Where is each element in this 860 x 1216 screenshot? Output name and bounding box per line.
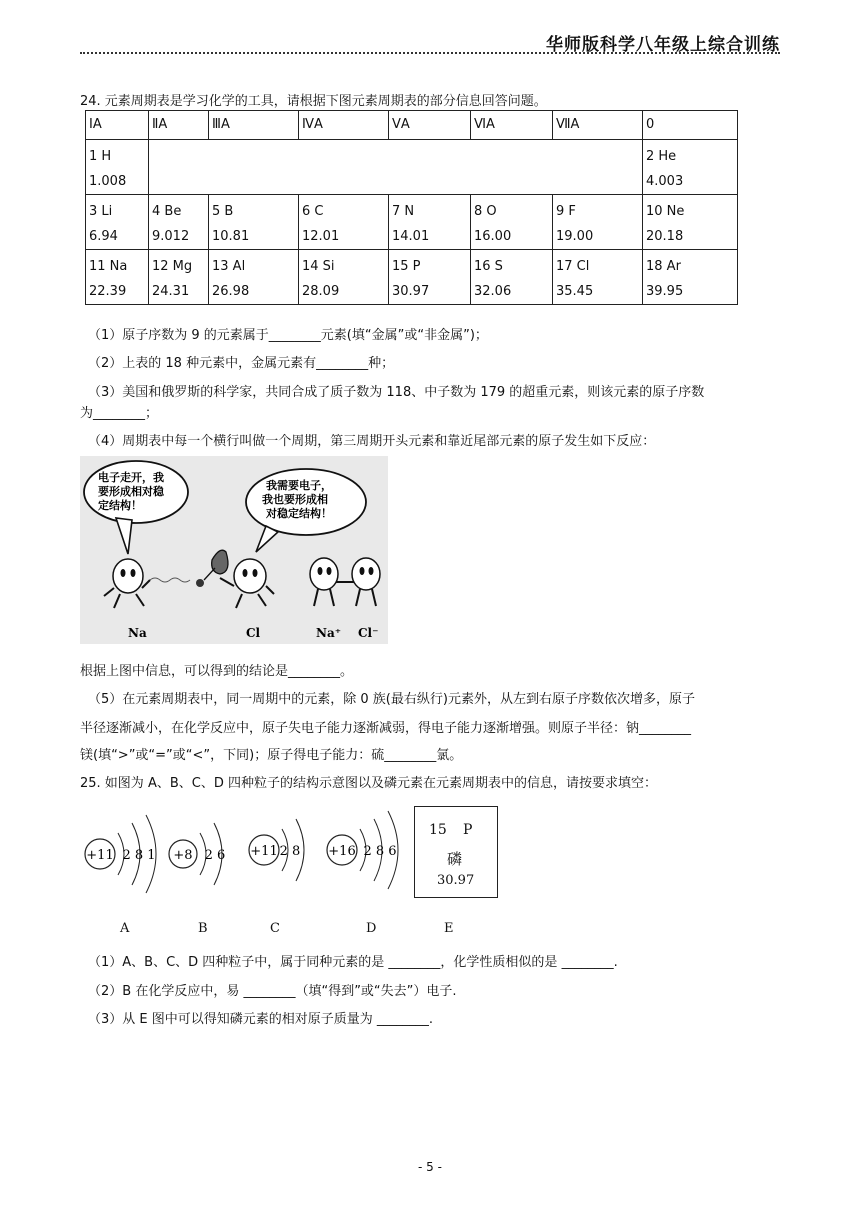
atom-c [249,819,304,881]
element-mass: 26.98 [212,284,250,299]
group-header: ⅢA [209,111,299,140]
element-cell-he [643,140,738,195]
nucleus-d: +16 [328,844,356,859]
element-mass: 9.012 [152,229,190,244]
group-header: ⅦA [553,111,643,140]
element-symbol: 8 O [474,204,497,219]
element-mass: 12.01 [302,229,340,244]
element-symbol: 6 C [302,204,324,219]
element-mass: 1.008 [89,174,127,189]
element-mass: 16.00 [474,229,512,244]
q24-5b: 半径逐渐减小，在化学反应中，原子失电子能力逐渐减弱，得电子能力逐渐增强。则原子半径：钠________ [80,721,692,736]
header-title: 华师版科学八年级上综合训练 [546,35,780,55]
nucleus-b: +8 [173,848,193,863]
bubble2-line: 对稳定结构！ [266,507,332,520]
element-mass: 24.31 [152,284,190,299]
label-e: E [444,921,454,936]
element-symbol: 17 Cl [556,259,590,274]
na-ion-character [310,558,338,606]
element-cell [389,195,471,250]
element-symbol: P [463,822,473,838]
element-symbol: 7 N [392,204,415,219]
atom-d [327,811,398,889]
group-header: ⅡA [149,111,209,140]
electrons-b: 2 6 [204,848,226,863]
element-mass: 19.00 [556,229,594,244]
element-symbol: 4 Be [152,204,182,219]
element-cell [553,195,643,250]
group-header: 0 [643,111,738,140]
periodic-table [85,110,738,305]
element-mass: 4.003 [646,174,684,189]
atomic-number: 15 [429,822,447,838]
na-atom-character [104,559,150,608]
atom-structure-diagrams [80,795,412,945]
empty-span-cell [149,140,643,195]
electrons-c: 2 8 [279,844,301,859]
q24-5c: 镁(填“>”或“=”或“<”，下同)；原子得电子能力：硫________氯。 [80,748,463,763]
group-header: ⅥA [471,111,553,140]
q24-intro: 24. 元素周期表是学习化学的工具，请根据下图元素周期表的部分信息回答问题。 [80,94,547,109]
element-symbol: 14 Si [302,259,335,274]
page-number: - 5 - [418,1160,442,1174]
q25-2: （2）B 在化学反应中，易 ________（填“得到”或“失去”）电子. [88,984,457,999]
phosphorus-element-box [414,806,498,898]
element-symbol: 1 H [89,149,112,164]
element-cell [86,195,149,250]
element-mass: 14.01 [392,229,430,244]
element-cell [643,195,738,250]
element-mass: 35.45 [556,284,594,299]
element-cell [389,250,471,305]
bubble1-line: 要形成相对稳 [98,485,164,498]
label-d: D [366,921,377,936]
element-mass: 22.39 [89,284,127,299]
element-symbol: 3 Li [89,204,113,219]
element-symbol: 10 Ne [646,204,685,219]
element-cell [299,250,389,305]
group-header: ⅤA [389,111,471,140]
label-a: A [120,921,130,936]
element-mass: 32.06 [474,284,512,299]
label-na: Na [128,626,147,640]
element-name: 磷 [447,850,463,868]
q24-3b: 为________； [80,406,159,421]
electrons-a: 2 8 1 [122,848,156,863]
nucleus-a: +11 [86,848,114,863]
element-symbol: 2 He [646,149,677,164]
element-symbol: 12 Mg [152,259,193,274]
label-b: B [198,921,208,936]
element-cell [149,250,209,305]
bubble1-line: 电子走开，我 [98,471,164,484]
element-cell [149,195,209,250]
element-cell [643,250,738,305]
element-symbol: 9 F [556,204,576,219]
label-na-ion: Na⁺ [316,626,342,640]
element-mass: 10.81 [212,229,250,244]
element-symbol: 15 P [392,259,421,274]
q25-1: （1）A、B、C、D 四种粒子中，属于同种元素的是 ________，化学性质相似的是 ________. [88,955,618,970]
element-cell [209,250,299,305]
element-cell-h [86,140,149,195]
bubble2-line: 我也要形成相 [262,493,328,506]
q24-4: （4）周期表中每一个横行叫做一个周期，第三周期开头元素和靠近尾部元素的原子发生如下反应： [88,434,656,449]
q25-intro: 25. 如图为 A、B、C、D 四种粒子的结构示意图以及磷元素在元素周期表中的信息，请按要求填空： [80,776,657,791]
electron-icon [196,579,204,587]
element-mass: 39.95 [646,284,684,299]
element-cell [86,250,149,305]
element-cell [471,250,553,305]
group-header: ⅣA [299,111,389,140]
element-symbol: 11 Na [89,259,128,274]
label-cl: Cl [246,626,261,640]
element-mass: 30.97 [392,284,430,299]
element-cell [471,195,553,250]
element-symbol: 13 Al [212,259,246,274]
bubble1-line: 定结构！ [98,499,142,512]
group-header: IA [86,111,149,140]
element-symbol: 18 Ar [646,259,681,274]
q24-4b: 根据上图中信息，可以得到的结论是________。 [80,664,354,679]
label-c: C [270,921,280,936]
element-mass: 20.18 [646,229,684,244]
q24-5a: （5）在元素周期表中，同一周期中的元素，除 0 族(最右纵行)元素外，从左到右原子序数依次增多，原子 [88,692,695,707]
bubble2-line: 我需要电子， [266,479,332,492]
ion-formation-cartoon [80,456,388,644]
element-cell [553,250,643,305]
q25-3: （3）从 E 图中可以得知磷元素的相对原子质量为 ________. [88,1012,434,1027]
q24-1: （1）原子序数为 9 的元素属于________元素(填“金属”或“非金属”)； [88,328,488,343]
element-mass: 28.09 [302,284,340,299]
electrons-d: 2 8 6 [363,844,397,859]
atom-a [85,815,156,893]
label-cl-ion: Cl⁻ [358,626,379,640]
element-symbol: 5 B [212,204,234,219]
net-icon [204,550,228,580]
atomic-mass: 30.97 [437,873,475,888]
nucleus-c: +11 [250,844,278,859]
q24-3a: （3）美国和俄罗斯的科学家，共同合成了质子数为 118、中子数为 179 的超重元素，则该元素的原子序数 [88,385,705,400]
atom-b [169,823,225,885]
element-cell [299,195,389,250]
element-cell [209,195,299,250]
element-mass: 6.94 [89,229,118,244]
header-rule [80,52,780,54]
element-symbol: 16 S [474,259,503,274]
q24-2: （2）上表的 18 种元素中，金属元素有________种； [88,356,395,371]
cl-ion-character [352,558,380,606]
